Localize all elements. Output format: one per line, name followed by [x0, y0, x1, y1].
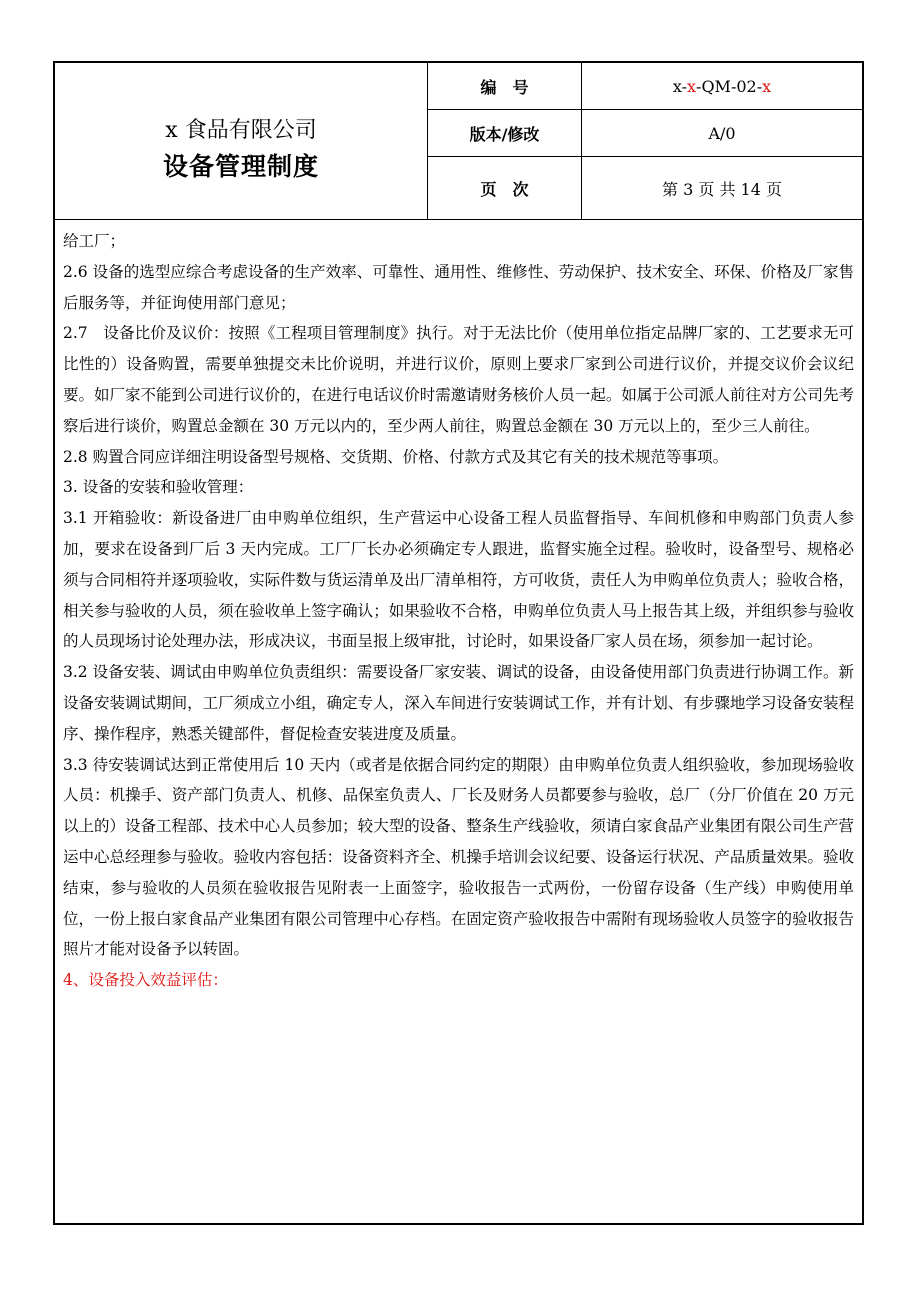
- code-part-3: -QM-02-: [696, 76, 763, 96]
- paragraph-2-6: 2.6 设备的选型应综合考虑设备的生产效率、可靠性、通用性、维修性、劳动保护、技术安全、环保、价格及厂家售后服务等，并征询使用部门意见；: [63, 262, 854, 312]
- paragraph-3-1: 3.1 开箱验收：新设备进厂由申购单位组织，生产营运中心设备工程人员监督指导、车间机修和申购部门负责人参加，要求在设备到厂后 3 天内完成。工厂厂长办必须确定专人跟进，监督实施全过程。验收时，设备型号、规格必须与合同相符并逐项验收，实际件数与货运清单及出厂清单相符，方可收货，责任人为申购单位负责人；验收合格，相关参与验收的人员，须在验收单上签字确认；如果验收不合格，申购单位负责人马上报告其上级，并组织参与验收的人员现场讨论处理办法，形成决议，书面呈报上级审批，讨论时，如果设备厂家人员在场，须参加一起讨论。: [63, 509, 854, 651]
- paragraph-continuation: 给工厂；: [63, 232, 126, 250]
- document-body: [63, 226, 854, 996]
- paragraph-2-7: 2.7 设备比价及议价：按照《工程项目管理制度》执行。对于无法比价（使用单位指定品牌厂家的、工艺要求无可比性的）设备购置，需要单独提交未比价说明，并进行议价，原则上要求厂家到公司进行议价，并提交议价会议纪要。如厂家不能到公司进行议价的，在进行电话议价时需邀请财务核价人员一起。如属于公司派人前往对方公司先考察后进行谈价，购置总金额在 30 万元以内的，至少两人前往，购置总金额在 30 万元以上的，至少三人前往。: [63, 324, 854, 435]
- code-label: 编 号: [428, 63, 582, 110]
- document-title: 设备管理制度: [162, 152, 319, 181]
- version-label: 版本/修改: [428, 110, 582, 157]
- section-3-heading: 3. 设备的安装和验收管理：: [63, 478, 254, 497]
- section-4-heading: 4、设备投入效益评估：: [63, 971, 228, 990]
- version-value: A/0: [582, 110, 862, 157]
- code-part-4: x: [762, 76, 772, 96]
- code-part-1: x-: [672, 76, 687, 96]
- header-divider: [55, 219, 862, 220]
- code-part-2: x: [687, 76, 697, 96]
- document-frame: [53, 61, 864, 1225]
- code-value: [582, 63, 862, 110]
- paragraph-2-8: 2.8 购置合同应详细注明设备型号规格、交货期、价格、付款方式及其它有关的技术规范等事项。: [63, 447, 729, 466]
- header-title-block: [55, 63, 428, 219]
- paragraph-3-3: 3.3 待安装调试达到正常使用后 10 天内（或者是依据合同约定的期限）由申购单位负责人组织验收，参加现场验收人员：机操手、资产部门负责人、机修、品保室负责人、厂长及财务人员都要参与验收，总厂（分厂价值在 20 万元以上的）设备工程部、技术中心人员参加；较大型的设备、整条生产线验收，须请白家食品产业集团有限公司生产营运中心总经理参与验收。验收内容包括：设备资料齐全、机操手培训会议纪要、设备运行状况、产品质量效果。验收结束，参与验收的人员须在验收报告见附表一上面签字，验收报告一式两份，一份留存设备（生产线）申购使用单位，一份上报白家食品产业集团有限公司管理中心存档。在固定资产验收报告中需附有现场验收人员签字的验收报告照片才能对设备予以转固。: [63, 755, 854, 959]
- company-name: x 食品有限公司: [165, 118, 317, 143]
- page-label: 页 次: [428, 157, 582, 219]
- page-value: 第 3 页 共 14 页: [662, 179, 782, 199]
- paragraph-3-2: 3.2 设备安装、调试由申购单位负责组织：需要设备厂家安装、调试的设备，由设备使用部门负责进行协调工作。新设备安装调试期间，工厂须成立小组，确定专人，深入车间进行安装调试工作，并有计划、有步骤地学习设备安装程序、操作程序，熟悉关键部件，督促检查安装进度及质量。: [63, 663, 854, 743]
